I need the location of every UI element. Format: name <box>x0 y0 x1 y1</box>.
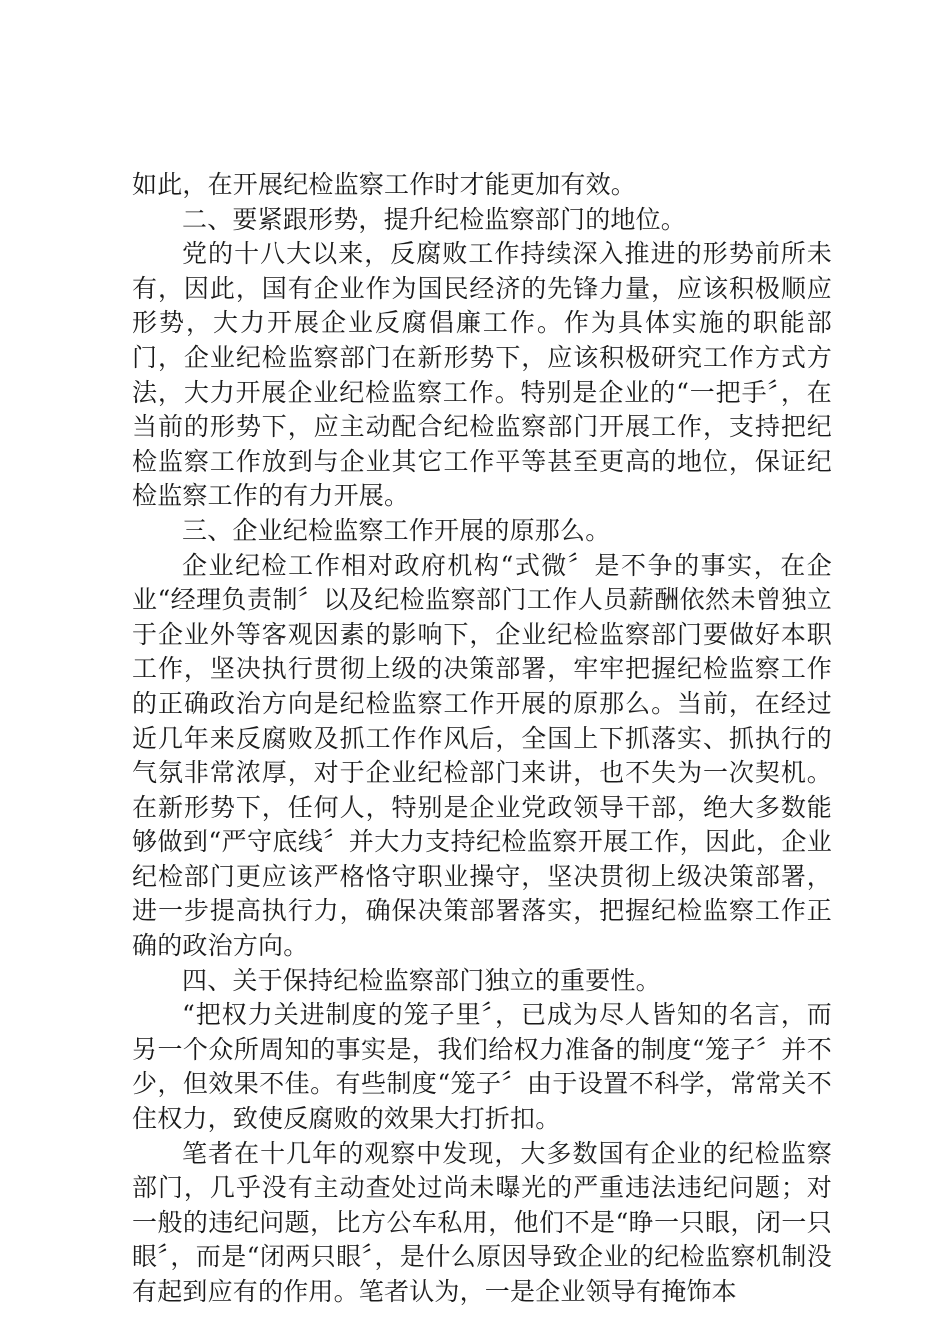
section-heading-four: 四、关于保持纪检监察部门独立的重要性。 <box>182 965 661 995</box>
paragraph: 笔者在十几年的观察中发现，大多数国有企业的纪检监察部门，几乎没有主动查处过尚未曝光的严重违法违纪问题；对一般的违纪问题，比方公车私用，他们不是“睁一只眼，闭一只眼〞，而是“闭两只眼〞，是什么原因导致企业的纪检监察机制没有起到应有的作用。笔者认为，一是企业领导有掩饰本 <box>132 1138 832 1306</box>
paragraph: “把权力关进制度的笼子里〞，已成为尽人皆知的名言，而另一个众所周知的事实是，我们给权力准备的制度“笼子〞并不少，但效果不佳。有些制度“笼子〞由于设置不科学，常常关不住权力，致使反腐败的效果大打折扣。 <box>132 1000 832 1134</box>
section-heading-three: 三、企业纪检监察工作开展的原那么。 <box>182 515 611 545</box>
document-body <box>132 168 832 1310</box>
paragraph: 企业纪检工作相对政府机构“式微〞是不争的事实，在企业“经理负责制〞以及纪检监察部门工作人员薪酬依然未曾独立于企业外等客观因素的影响下，企业纪检监察部门要做好本职工作，坚决执行贯彻上级的决策部署，牢牢把握纪检监察工作的正确政治方向是纪检监察工作开展的原那么。当前，在经过近几年来反腐败及抓工作作风后，全国上下抓落实、抓执行的气氛非常浓厚，对于企业纪检部门来讲，也不失为一次契机。在新形势下，任何人，特别是企业党政领导干部，绝大多数能够做到“严守底线〞并大力支持纪检监察开展工作，因此，企业纪检部门更应该严格恪守职业操守，坚决贯彻上级决策部署，进一步提高执行力，确保决策部署落实，把握纪检监察工作正确的政治方向。 <box>132 550 832 961</box>
paragraph-continuation: 如此，在开展纪检监察工作时才能更加有效。 <box>132 170 637 199</box>
section-heading-two: 二、要紧跟形势，提升纪检监察部门的地位。 <box>182 204 687 234</box>
paragraph: 党的十八大以来，反腐败工作持续深入推进的形势前所未有，因此，国有企业作为国民经济的先锋力量，应该积极顺应形势，大力开展企业反腐倡廉工作。作为具体实施的职能部门，企业纪检监察部门在新形势下，应该积极研究工作方式方法，大力开展企业纪检监察工作。特别是企业的“一把手〞，在当前的形势下，应主动配合纪检监察部门开展工作，支持把纪检监察工作放到与企业其它工作平等甚至更高的地位，保证纪检监察工作的有力开展。 <box>132 239 832 511</box>
